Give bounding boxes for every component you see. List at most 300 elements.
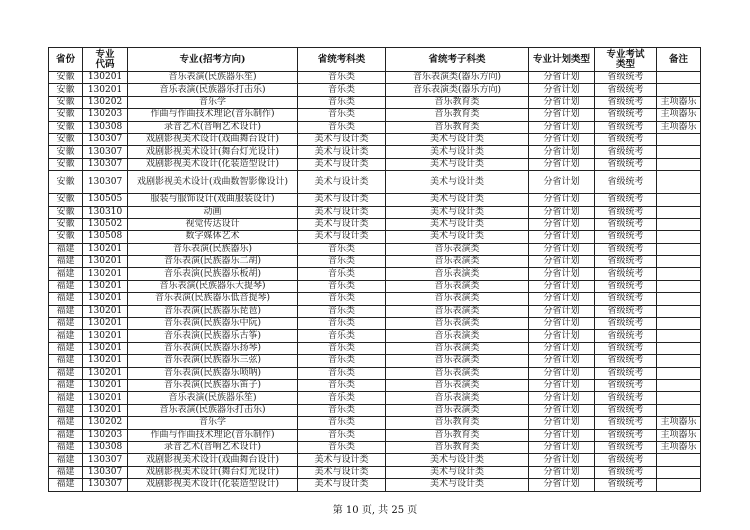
table-row bbox=[49, 171, 701, 194]
cell-exam-subcategory: 音乐表演类(器乐方向) bbox=[386, 72, 529, 84]
cell-exam-type: 省级统考 bbox=[595, 367, 657, 379]
cell-exam-category: 音乐类 bbox=[298, 355, 386, 367]
cell-remarks bbox=[657, 218, 701, 230]
cell-exam-type: 省级统考 bbox=[595, 171, 657, 194]
cell-remarks bbox=[657, 392, 701, 404]
cell-exam-category: 美术与设计类 bbox=[298, 171, 386, 194]
cell-remarks bbox=[657, 171, 701, 194]
cell-exam-type: 省级统考 bbox=[595, 441, 657, 453]
cell-exam-type: 省级统考 bbox=[595, 280, 657, 292]
cell-exam-category: 音乐类 bbox=[298, 305, 386, 317]
cell-plan-type: 分省计划 bbox=[529, 243, 595, 255]
cell-exam-category: 美术与设计类 bbox=[298, 133, 386, 145]
cell-province: 福建 bbox=[49, 404, 83, 416]
table-row bbox=[49, 158, 701, 170]
cell-remarks bbox=[657, 194, 701, 206]
cell-major: 戏剧影视美术设计(化装造型设计) bbox=[128, 479, 298, 491]
cell-remarks: 主项器乐 bbox=[657, 121, 701, 133]
cell-exam-subcategory: 音乐表演类 bbox=[386, 367, 529, 379]
cell-province: 安徽 bbox=[49, 231, 83, 243]
header-row bbox=[49, 48, 701, 72]
cell-province: 安徽 bbox=[49, 72, 83, 84]
cell-plan-type: 分省计划 bbox=[529, 146, 595, 158]
cell-plan-type: 分省计划 bbox=[529, 194, 595, 206]
cell-plan-type: 分省计划 bbox=[529, 72, 595, 84]
cell-major: 戏剧影视美术设计(戏曲舞台设计) bbox=[128, 133, 298, 145]
cell-province: 福建 bbox=[49, 367, 83, 379]
cell-exam-category: 音乐类 bbox=[298, 342, 386, 354]
cell-exam-category: 音乐类 bbox=[298, 109, 386, 121]
cell-province: 安徽 bbox=[49, 133, 83, 145]
cell-exam-subcategory: 美术与设计类 bbox=[386, 146, 529, 158]
cell-province: 安徽 bbox=[49, 121, 83, 133]
cell-major-code: 130203 bbox=[83, 109, 128, 121]
cell-major: 音乐表演(民族器乐笛子) bbox=[128, 379, 298, 391]
cell-plan-type: 分省计划 bbox=[529, 158, 595, 170]
cell-exam-subcategory: 音乐表演类 bbox=[386, 392, 529, 404]
cell-major-code: 130201 bbox=[83, 72, 128, 84]
cell-exam-type: 省级统考 bbox=[595, 429, 657, 441]
cell-province: 福建 bbox=[49, 280, 83, 292]
cell-plan-type: 分省计划 bbox=[529, 330, 595, 342]
cell-exam-type: 省级统考 bbox=[595, 194, 657, 206]
cell-remarks bbox=[657, 330, 701, 342]
cell-remarks bbox=[657, 72, 701, 84]
cell-province: 福建 bbox=[49, 256, 83, 268]
cell-exam-category: 音乐类 bbox=[298, 243, 386, 255]
cell-province: 福建 bbox=[49, 268, 83, 280]
cell-major-code: 130201 bbox=[83, 280, 128, 292]
cell-major-code: 130201 bbox=[83, 84, 128, 96]
cell-province: 福建 bbox=[49, 243, 83, 255]
cell-remarks bbox=[657, 268, 701, 280]
cell-remarks bbox=[657, 454, 701, 466]
cell-major: 戏剧影视美术设计(戏曲数智影像设计) bbox=[128, 171, 298, 194]
cell-remarks bbox=[657, 206, 701, 218]
cell-remarks bbox=[657, 355, 701, 367]
cell-major-code: 130508 bbox=[83, 231, 128, 243]
cell-exam-type: 省级统考 bbox=[595, 404, 657, 416]
cell-plan-type: 分省计划 bbox=[529, 293, 595, 305]
cell-exam-category: 音乐类 bbox=[298, 72, 386, 84]
cell-exam-subcategory: 音乐表演类 bbox=[386, 305, 529, 317]
table-row bbox=[49, 268, 701, 280]
cell-major-code: 130307 bbox=[83, 479, 128, 491]
cell-major-code: 130307 bbox=[83, 171, 128, 194]
table-row bbox=[49, 466, 701, 478]
cell-exam-type: 省级统考 bbox=[595, 133, 657, 145]
cell-exam-type: 省级统考 bbox=[595, 293, 657, 305]
cell-remarks bbox=[657, 256, 701, 268]
cell-exam-type: 省级统考 bbox=[595, 158, 657, 170]
cell-major-code: 130201 bbox=[83, 404, 128, 416]
header-major: 专业(招考方向) bbox=[128, 48, 298, 72]
cell-remarks bbox=[657, 84, 701, 96]
enrollment-table bbox=[48, 47, 701, 492]
table-row bbox=[49, 367, 701, 379]
table-row bbox=[49, 109, 701, 121]
cell-province: 安徽 bbox=[49, 96, 83, 108]
cell-major: 作曲与作曲技术理论(音乐制作) bbox=[128, 109, 298, 121]
cell-exam-type: 省级统考 bbox=[595, 121, 657, 133]
cell-remarks bbox=[657, 305, 701, 317]
cell-exam-category: 音乐类 bbox=[298, 256, 386, 268]
cell-exam-category: 音乐类 bbox=[298, 293, 386, 305]
table-row bbox=[49, 429, 701, 441]
cell-major: 戏剧影视美术设计(戏曲舞台设计) bbox=[128, 454, 298, 466]
page-footer: 第 10 页, 共 25 页 bbox=[332, 505, 418, 516]
cell-exam-category: 美术与设计类 bbox=[298, 158, 386, 170]
cell-exam-subcategory: 美术与设计类 bbox=[386, 194, 529, 206]
cell-province: 福建 bbox=[49, 342, 83, 354]
cell-remarks bbox=[657, 342, 701, 354]
cell-major-code: 130308 bbox=[83, 441, 128, 453]
cell-exam-type: 省级统考 bbox=[595, 72, 657, 84]
table-row bbox=[49, 404, 701, 416]
cell-exam-category: 音乐类 bbox=[298, 84, 386, 96]
cell-exam-subcategory: 美术与设计类 bbox=[386, 466, 529, 478]
table-row bbox=[49, 280, 701, 292]
cell-exam-type: 省级统考 bbox=[595, 330, 657, 342]
table-row bbox=[49, 379, 701, 391]
cell-exam-subcategory: 美术与设计类 bbox=[386, 218, 529, 230]
cell-plan-type: 分省计划 bbox=[529, 280, 595, 292]
cell-major-code: 130308 bbox=[83, 121, 128, 133]
cell-province: 福建 bbox=[49, 392, 83, 404]
cell-major: 视觉传达设计 bbox=[128, 218, 298, 230]
cell-exam-subcategory: 美术与设计类 bbox=[386, 479, 529, 491]
cell-major-code: 130201 bbox=[83, 256, 128, 268]
cell-remarks bbox=[657, 379, 701, 391]
cell-exam-type: 省级统考 bbox=[595, 355, 657, 367]
cell-plan-type: 分省计划 bbox=[529, 84, 595, 96]
cell-exam-type: 省级统考 bbox=[595, 392, 657, 404]
cell-major-code: 130203 bbox=[83, 429, 128, 441]
cell-major: 音乐学 bbox=[128, 96, 298, 108]
cell-major-code: 130201 bbox=[83, 392, 128, 404]
table-row bbox=[49, 133, 701, 145]
cell-exam-type: 省级统考 bbox=[595, 96, 657, 108]
cell-plan-type: 分省计划 bbox=[529, 379, 595, 391]
cell-major: 音乐表演(民族器乐中阮) bbox=[128, 318, 298, 330]
cell-exam-category: 音乐类 bbox=[298, 441, 386, 453]
cell-major: 音乐表演(民族器乐古筝) bbox=[128, 330, 298, 342]
cell-plan-type: 分省计划 bbox=[529, 392, 595, 404]
cell-major: 戏剧影视美术设计(化装造型设计) bbox=[128, 158, 298, 170]
cell-exam-subcategory: 音乐表演类 bbox=[386, 243, 529, 255]
cell-exam-subcategory: 美术与设计类 bbox=[386, 231, 529, 243]
cell-exam-category: 美术与设计类 bbox=[298, 454, 386, 466]
cell-exam-category: 音乐类 bbox=[298, 268, 386, 280]
cell-exam-category: 音乐类 bbox=[298, 367, 386, 379]
cell-exam-subcategory: 音乐表演类 bbox=[386, 379, 529, 391]
cell-province: 福建 bbox=[49, 318, 83, 330]
cell-exam-type: 省级统考 bbox=[595, 417, 657, 429]
cell-major: 音乐学 bbox=[128, 417, 298, 429]
table-row bbox=[49, 355, 701, 367]
cell-remarks bbox=[657, 146, 701, 158]
table-body bbox=[49, 72, 701, 492]
table-row bbox=[49, 84, 701, 96]
cell-major: 音乐表演(民族器乐打击乐) bbox=[128, 404, 298, 416]
cell-exam-category: 音乐类 bbox=[298, 121, 386, 133]
cell-major: 音乐表演(民族器乐唢呐) bbox=[128, 367, 298, 379]
table-row bbox=[49, 231, 701, 243]
table-row bbox=[49, 256, 701, 268]
table-row bbox=[49, 479, 701, 491]
cell-exam-subcategory: 音乐教育类 bbox=[386, 441, 529, 453]
cell-remarks bbox=[657, 243, 701, 255]
cell-major: 音乐表演(民族器乐板胡) bbox=[128, 268, 298, 280]
cell-exam-subcategory: 音乐表演类 bbox=[386, 318, 529, 330]
cell-plan-type: 分省计划 bbox=[529, 342, 595, 354]
header-province: 省份 bbox=[49, 48, 83, 72]
cell-major-code: 130201 bbox=[83, 305, 128, 317]
cell-major: 音乐表演(民族器乐扬琴) bbox=[128, 342, 298, 354]
cell-remarks bbox=[657, 293, 701, 305]
cell-plan-type: 分省计划 bbox=[529, 218, 595, 230]
header-exam-subcategory: 省统考子科类 bbox=[386, 48, 529, 72]
cell-major: 戏剧影视美术设计(舞台灯光设计) bbox=[128, 146, 298, 158]
cell-major: 数字媒体艺术 bbox=[128, 231, 298, 243]
cell-exam-subcategory: 音乐表演类 bbox=[386, 355, 529, 367]
table-row bbox=[49, 243, 701, 255]
cell-province: 福建 bbox=[49, 417, 83, 429]
cell-exam-subcategory: 音乐表演类 bbox=[386, 342, 529, 354]
cell-exam-category: 美术与设计类 bbox=[298, 194, 386, 206]
cell-major: 音乐表演(民族器乐琵琶) bbox=[128, 305, 298, 317]
cell-major-code: 130307 bbox=[83, 146, 128, 158]
cell-remarks: 主项器乐 bbox=[657, 109, 701, 121]
cell-province: 安徽 bbox=[49, 146, 83, 158]
cell-exam-category: 音乐类 bbox=[298, 318, 386, 330]
cell-exam-category: 美术与设计类 bbox=[298, 479, 386, 491]
table-row bbox=[49, 121, 701, 133]
cell-province: 安徽 bbox=[49, 109, 83, 121]
cell-exam-subcategory: 音乐教育类 bbox=[386, 121, 529, 133]
cell-major-code: 130202 bbox=[83, 417, 128, 429]
cell-plan-type: 分省计划 bbox=[529, 318, 595, 330]
cell-major-code: 130201 bbox=[83, 243, 128, 255]
cell-exam-category: 音乐类 bbox=[298, 417, 386, 429]
cell-major-code: 130201 bbox=[83, 330, 128, 342]
cell-major: 音乐表演(民族器乐) bbox=[128, 243, 298, 255]
cell-major-code: 130201 bbox=[83, 355, 128, 367]
cell-exam-type: 省级统考 bbox=[595, 206, 657, 218]
cell-exam-category: 音乐类 bbox=[298, 392, 386, 404]
cell-remarks bbox=[657, 479, 701, 491]
cell-exam-category: 音乐类 bbox=[298, 429, 386, 441]
header-exam-type: 专业考试 类型 bbox=[595, 48, 657, 72]
cell-province: 福建 bbox=[49, 441, 83, 453]
cell-province: 福建 bbox=[49, 454, 83, 466]
cell-exam-type: 省级统考 bbox=[595, 256, 657, 268]
table-row bbox=[49, 305, 701, 317]
cell-province: 安徽 bbox=[49, 84, 83, 96]
cell-plan-type: 分省计划 bbox=[529, 404, 595, 416]
table-row bbox=[49, 194, 701, 206]
cell-exam-type: 省级统考 bbox=[595, 243, 657, 255]
cell-province: 福建 bbox=[49, 330, 83, 342]
cell-major: 戏剧影视美术设计(舞台灯光设计) bbox=[128, 466, 298, 478]
cell-plan-type: 分省计划 bbox=[529, 109, 595, 121]
cell-exam-type: 省级统考 bbox=[595, 305, 657, 317]
cell-province: 安徽 bbox=[49, 218, 83, 230]
cell-exam-subcategory: 音乐表演类 bbox=[386, 293, 529, 305]
header-plan-type: 专业计划类型 bbox=[529, 48, 595, 72]
cell-exam-type: 省级统考 bbox=[595, 231, 657, 243]
cell-major-code: 130201 bbox=[83, 318, 128, 330]
cell-exam-category: 音乐类 bbox=[298, 330, 386, 342]
cell-remarks: 主项器乐 bbox=[657, 429, 701, 441]
cell-exam-category: 音乐类 bbox=[298, 280, 386, 292]
cell-exam-type: 省级统考 bbox=[595, 109, 657, 121]
cell-major-code: 130505 bbox=[83, 194, 128, 206]
cell-major: 音乐表演(民族器乐打击乐) bbox=[128, 84, 298, 96]
cell-remarks bbox=[657, 404, 701, 416]
cell-remarks bbox=[657, 158, 701, 170]
cell-major-code: 130307 bbox=[83, 466, 128, 478]
cell-major-code: 130307 bbox=[83, 133, 128, 145]
cell-major-code: 130310 bbox=[83, 206, 128, 218]
table-row bbox=[49, 318, 701, 330]
table-row bbox=[49, 417, 701, 429]
cell-remarks bbox=[657, 318, 701, 330]
header-remarks: 备注 bbox=[657, 48, 701, 72]
table-row bbox=[49, 218, 701, 230]
cell-major: 录音艺术(音响艺术设计) bbox=[128, 441, 298, 453]
cell-exam-subcategory: 音乐教育类 bbox=[386, 109, 529, 121]
cell-plan-type: 分省计划 bbox=[529, 454, 595, 466]
cell-exam-subcategory: 音乐表演类 bbox=[386, 268, 529, 280]
cell-major-code: 130502 bbox=[83, 218, 128, 230]
cell-plan-type: 分省计划 bbox=[529, 305, 595, 317]
cell-exam-subcategory: 美术与设计类 bbox=[386, 133, 529, 145]
cell-province: 福建 bbox=[49, 479, 83, 491]
table-row bbox=[49, 441, 701, 453]
cell-exam-type: 省级统考 bbox=[595, 146, 657, 158]
cell-plan-type: 分省计划 bbox=[529, 441, 595, 453]
cell-major: 作曲与作曲技术理论(音乐制作) bbox=[128, 429, 298, 441]
cell-major: 音乐表演(民族器乐大提琴) bbox=[128, 280, 298, 292]
cell-remarks: 主项器乐 bbox=[657, 96, 701, 108]
cell-exam-subcategory: 美术与设计类 bbox=[386, 158, 529, 170]
cell-plan-type: 分省计划 bbox=[529, 355, 595, 367]
cell-exam-subcategory: 音乐表演类 bbox=[386, 256, 529, 268]
cell-major-code: 130201 bbox=[83, 268, 128, 280]
cell-province: 福建 bbox=[49, 379, 83, 391]
cell-exam-category: 音乐类 bbox=[298, 404, 386, 416]
cell-major-code: 130307 bbox=[83, 158, 128, 170]
cell-exam-type: 省级统考 bbox=[595, 466, 657, 478]
table-row bbox=[49, 146, 701, 158]
cell-major: 音乐表演(民族器乐笙) bbox=[128, 72, 298, 84]
cell-major: 服装与服饰设计(戏曲服装设计) bbox=[128, 194, 298, 206]
cell-remarks bbox=[657, 133, 701, 145]
table-row bbox=[49, 330, 701, 342]
cell-remarks: 主项器乐 bbox=[657, 441, 701, 453]
cell-plan-type: 分省计划 bbox=[529, 121, 595, 133]
cell-plan-type: 分省计划 bbox=[529, 429, 595, 441]
cell-exam-subcategory: 音乐教育类 bbox=[386, 417, 529, 429]
cell-exam-type: 省级统考 bbox=[595, 84, 657, 96]
cell-plan-type: 分省计划 bbox=[529, 367, 595, 379]
cell-plan-type: 分省计划 bbox=[529, 466, 595, 478]
cell-province: 福建 bbox=[49, 466, 83, 478]
cell-province: 福建 bbox=[49, 305, 83, 317]
cell-exam-type: 省级统考 bbox=[595, 454, 657, 466]
cell-plan-type: 分省计划 bbox=[529, 479, 595, 491]
table-row bbox=[49, 454, 701, 466]
cell-province: 福建 bbox=[49, 429, 83, 441]
cell-exam-category: 美术与设计类 bbox=[298, 231, 386, 243]
table-row bbox=[49, 206, 701, 218]
cell-exam-subcategory: 音乐教育类 bbox=[386, 96, 529, 108]
cell-major-code: 130201 bbox=[83, 342, 128, 354]
table-row bbox=[49, 392, 701, 404]
cell-remarks bbox=[657, 466, 701, 478]
cell-exam-type: 省级统考 bbox=[595, 379, 657, 391]
cell-major: 音乐表演(民族器乐三弦) bbox=[128, 355, 298, 367]
cell-exam-category: 美术与设计类 bbox=[298, 218, 386, 230]
cell-plan-type: 分省计划 bbox=[529, 268, 595, 280]
cell-exam-category: 音乐类 bbox=[298, 379, 386, 391]
header-exam-category: 省统考科类 bbox=[298, 48, 386, 72]
cell-exam-subcategory: 音乐表演类 bbox=[386, 330, 529, 342]
cell-plan-type: 分省计划 bbox=[529, 206, 595, 218]
cell-major-code: 130201 bbox=[83, 379, 128, 391]
cell-exam-category: 美术与设计类 bbox=[298, 466, 386, 478]
table-row bbox=[49, 293, 701, 305]
cell-plan-type: 分省计划 bbox=[529, 96, 595, 108]
cell-remarks bbox=[657, 280, 701, 292]
cell-exam-subcategory: 美术与设计类 bbox=[386, 171, 529, 194]
cell-major-code: 130202 bbox=[83, 96, 128, 108]
cell-plan-type: 分省计划 bbox=[529, 417, 595, 429]
table-row bbox=[49, 342, 701, 354]
cell-major: 动画 bbox=[128, 206, 298, 218]
cell-province: 安徽 bbox=[49, 158, 83, 170]
cell-plan-type: 分省计划 bbox=[529, 256, 595, 268]
cell-major: 音乐表演(民族器乐二胡) bbox=[128, 256, 298, 268]
cell-province: 福建 bbox=[49, 293, 83, 305]
cell-major-code: 130307 bbox=[83, 454, 128, 466]
cell-province: 安徽 bbox=[49, 206, 83, 218]
cell-exam-type: 省级统考 bbox=[595, 218, 657, 230]
cell-major-code: 130201 bbox=[83, 293, 128, 305]
cell-exam-type: 省级统考 bbox=[595, 268, 657, 280]
cell-major: 音乐表演(民族器乐低音提琴) bbox=[128, 293, 298, 305]
cell-exam-category: 美术与设计类 bbox=[298, 146, 386, 158]
cell-remarks: 主项器乐 bbox=[657, 417, 701, 429]
cell-major: 录音艺术(音响艺术设计) bbox=[128, 121, 298, 133]
cell-major-code: 130201 bbox=[83, 367, 128, 379]
cell-exam-type: 省级统考 bbox=[595, 342, 657, 354]
cell-exam-type: 省级统考 bbox=[595, 479, 657, 491]
table-row bbox=[49, 72, 701, 84]
table-row bbox=[49, 96, 701, 108]
cell-province: 福建 bbox=[49, 355, 83, 367]
cell-exam-subcategory: 美术与设计类 bbox=[386, 206, 529, 218]
cell-plan-type: 分省计划 bbox=[529, 171, 595, 194]
cell-plan-type: 分省计划 bbox=[529, 133, 595, 145]
cell-exam-subcategory: 音乐教育类 bbox=[386, 429, 529, 441]
cell-province: 安徽 bbox=[49, 194, 83, 206]
cell-exam-category: 音乐类 bbox=[298, 96, 386, 108]
cell-exam-subcategory: 音乐表演类 bbox=[386, 404, 529, 416]
cell-remarks bbox=[657, 231, 701, 243]
cell-plan-type: 分省计划 bbox=[529, 231, 595, 243]
